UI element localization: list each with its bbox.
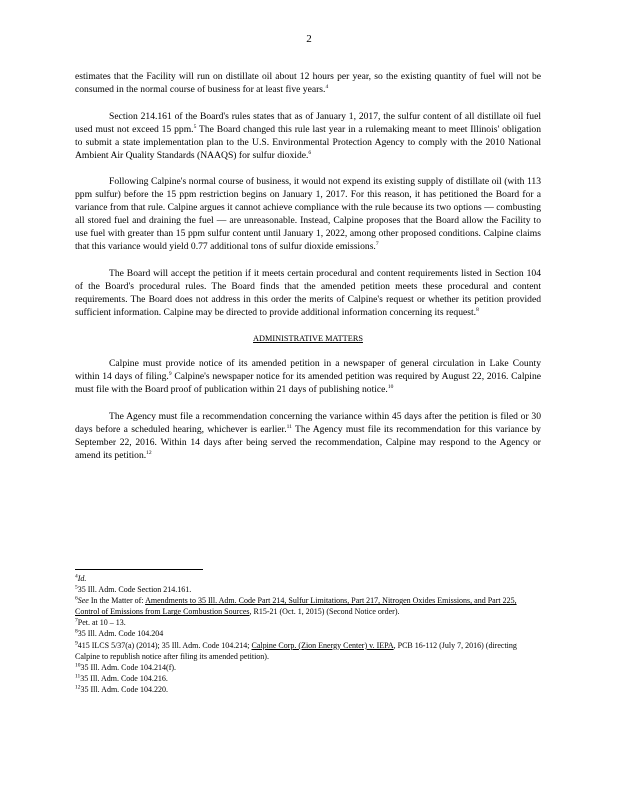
paragraph-calpine-business [75, 176, 541, 253]
footnote-11: $^{11}$35 Ill. Adm. Code 104.216. [75, 673, 168, 683]
footnote-5: $^5$35 Ill. Adm. Code Section 214.161. [75, 584, 192, 595]
section-heading: ADMINISTRATIVE MATTERS [253, 333, 363, 343]
footnote-marker: 5 [193, 123, 197, 130]
paragraph-section-214 [75, 111, 541, 163]
footnote-marker: 9 [168, 371, 172, 378]
paragraph-text-continued: Calpine's newspaper notice for its amended petition was required by August 22, 2016. Calpine must file with the Board proof of publication within 21 days of publishing notice. [75, 371, 541, 396]
footnote-marker: 8 [476, 306, 479, 313]
footnotes [75, 573, 541, 695]
footnote-6: $^6$See In the Matter of: Amendments to 35 Ill. Adm. Code Part 214, Sulfur Limitations, Part 217, Nitrogen Oxides Emissions, and Part 225, Control of Emissions from Large Combustion Sources, R15-21 (Oct. 1, 2015) (Second Notice order). [75, 595, 517, 617]
paragraph-text: The Board will accept the petition if it meets certain procedural and content requirements listed in Section 104 of the Board's procedural rules. [75, 267, 541, 292]
footnote-10: $^{10}$35 Ill. Adm. Code 104.214(f). [75, 662, 177, 672]
paragraph-text: Section 214.161 of the Board's rules states that as of January 1, 2017, the sulfur content of all distillate oil fuel used must not exceed 15 ppm. [75, 110, 541, 135]
footnote-4: $^4$Id. [75, 573, 87, 583]
citation-link: Amendments to 35 Ill. Adm. Code Part 214, Sulfur Limitations, Part 217, Nitrogen Oxides Emissions, and Part 225, Control of Emissions from Large Combustion Sources [75, 596, 517, 617]
footnote-9: $^9$415 ILCS 5/37(a) (2014); 35 Ill. Adm. Code 104.214; Calpine Corp. (Zion Energy Center) v. IEPA, PCB 16-112 (July 7, 2016) (directing Calpine to republish notice after filing its amended petition). [75, 639, 517, 661]
citation-link: Calpine Corp. (Zion Energy Center) v. IEPA [251, 640, 394, 650]
footnote-8: $^8$35 Ill. Adm. Code 104.204 [75, 628, 164, 639]
footnote-marker: 11 [286, 423, 292, 430]
document-body [75, 71, 541, 463]
paragraph-notice [75, 358, 541, 397]
paragraph-text: estimates that the Facility will run on distillate oil about 12 hours per year, so the existing quantity of fuel will not be consumed in the normal course of business for at least five years. [75, 71, 541, 95]
paragraph-text-continued: The Board finds that the amended petition meets these procedural and content requirements. The Board does not address in this order the merits of Calpine's request or whether its petition provided sufficient information. Calpine may be directed to provide additional information concerning its request. [75, 280, 541, 318]
footnote-12: $^{12}$35 Ill. Adm. Code 104.220. [75, 684, 169, 694]
paragraph-agency [75, 411, 541, 463]
footnote-divider [75, 569, 203, 570]
paragraph-continued [75, 71, 541, 97]
paragraph-text: Calpine must provide notice of its amended petition in a newspaper of general circulation in Lake County within 14 days of filing. [75, 358, 541, 383]
paragraph-text-continued: The Board changed this rule last year in a rulemaking meant to meet Illinois' obligation to submit a state implementation plan to the U.S. Environmental Protection Agency to comply with the 2010 National Ambient Air Quality Standards (NAAQS) for sulfur dioxide. [75, 123, 541, 161]
paragraph-text: Following Calpine's normal course of business, it would not expend its existing supply of distillate oil (with 113 ppm sulfur) before the 15 ppm restriction begins on January 1, 2017. For this reason, it has petitioned the Board for a variance from that rule. Calpine argues it cannot achieve compliance with the rule because its two options — combusting all stored fuel and draining the fuel — are unreasonable. Instead, Calpine proposes that the Board allow the Facility to use fuel with greater than 15 ppm sulfur content until January 1, 2022, among other proposed conditions. Calpine claims that this variance would yield 0.77 additional tons of sulfur dioxide emissions. [75, 176, 541, 252]
footnote-marker: 12 [146, 449, 152, 456]
footnote-marker: 7 [375, 240, 379, 247]
page-number: 2 [306, 33, 312, 45]
paragraph-text: The Agency must file a recommendation concerning the variance within 45 days after the petition is filed or 30 days before a scheduled hearing, whichever is earlier. [75, 411, 541, 436]
footnote-marker: 4 [325, 83, 329, 90]
paragraph-text-continued: The Agency must file its recommendation for this variance by September 22, 2016. Within 14 days after being served the recommendation, Calpine may respond to the Agency or amend its petition. [75, 424, 541, 461]
footnote-7: $^7$Pet. at 10 – 13. [75, 617, 126, 628]
paragraph-board-accept [75, 268, 541, 320]
footnote-marker: 6 [308, 149, 312, 156]
footnote-marker: 10 [387, 384, 394, 391]
